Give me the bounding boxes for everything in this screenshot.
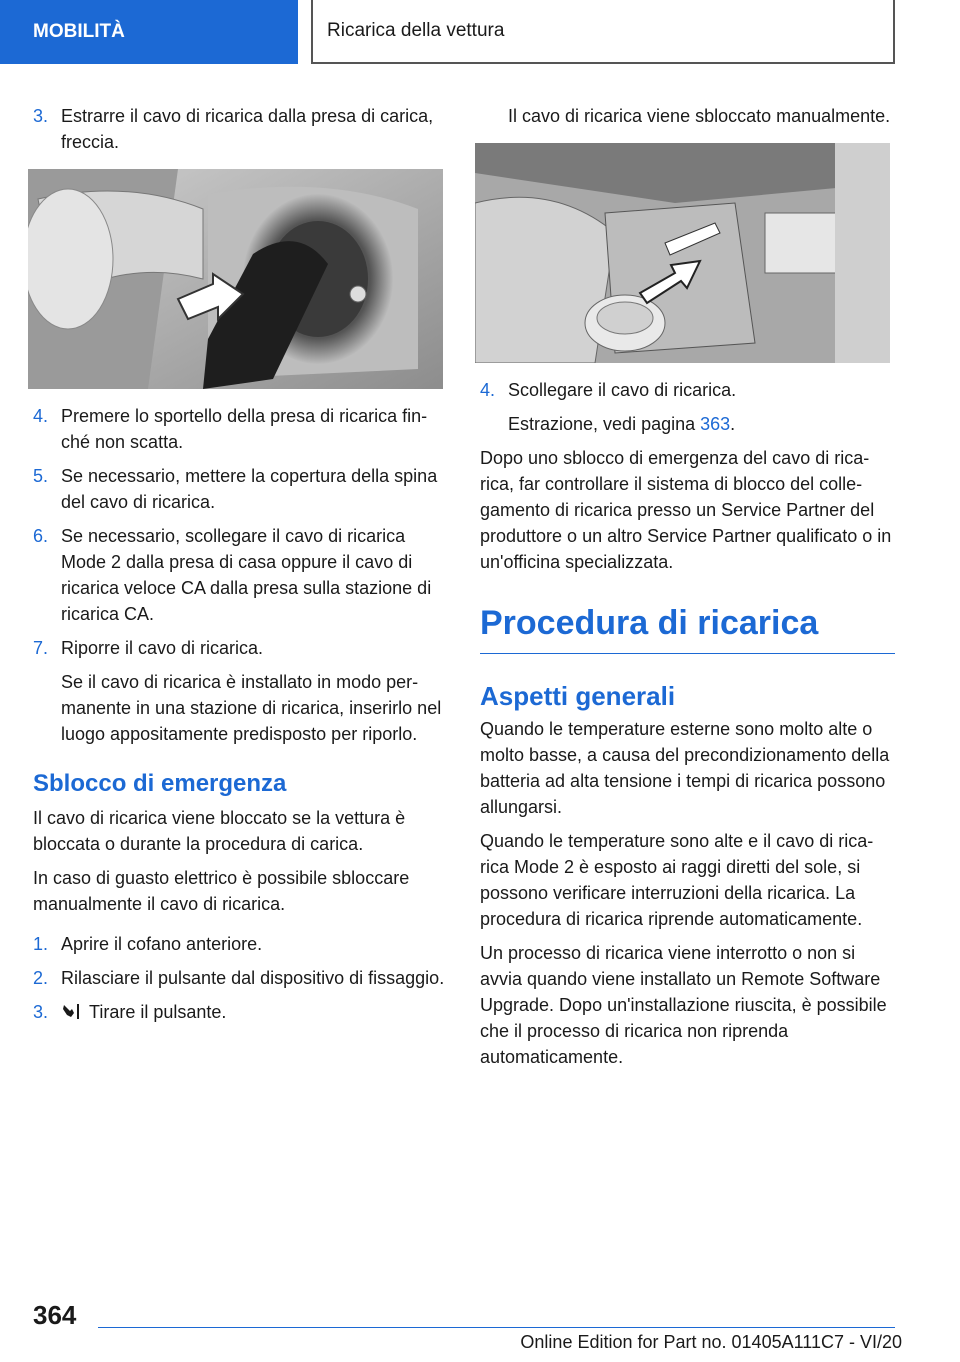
step-item xyxy=(480,377,895,403)
step-text: Rilasciare il pulsante dal dispositivo di fissaggio. xyxy=(61,968,445,988)
paragraph: Il cavo di ricarica viene bloccato se la vettura è bloccata o durante la procedura di carica. xyxy=(33,808,406,854)
section-label: MOBILITÀ xyxy=(33,21,125,42)
step-item xyxy=(33,999,445,1025)
step-text: Scollegare il cavo di ricarica. xyxy=(508,380,737,400)
subsection-heading: Aspetti generali xyxy=(480,681,676,711)
step-item xyxy=(33,931,445,957)
chapter-title: Ricarica della vettura xyxy=(327,20,505,41)
charging-port-photo xyxy=(28,169,443,389)
paragraph: In caso di guasto elettrico è possibile sbloccare manualmente il cavo di ricarica. xyxy=(33,868,410,914)
step-text: Riporre il cavo di ricarica. xyxy=(61,638,264,658)
step-item xyxy=(33,635,445,661)
step-item xyxy=(33,523,445,627)
step-text: Se necessario, mettere la copertura della spina del cavo di ricarica. xyxy=(61,466,438,512)
paragraph: Quando le temperature sono alte e il cavo di ricarica Mode 2 è esposto ai raggi diretti del sole, si possono verificare interruzioni della ricarica. La procedura di ricarica riprende automaticamente. xyxy=(480,831,874,929)
footer-divider xyxy=(98,1327,895,1328)
edition-note: Online Edition for Part no. 01405A111C7 - VI/20 xyxy=(520,1332,902,1352)
step-item xyxy=(33,965,445,991)
step-number: 3. xyxy=(33,1002,49,1022)
chapter-header xyxy=(311,0,895,64)
step-number: 6. xyxy=(33,526,49,546)
step-text: Premere lo sportello della presa di ricarica finché non scatta. xyxy=(61,406,428,452)
step-number: 2. xyxy=(33,968,49,988)
step-item xyxy=(33,103,445,155)
continued-text: Il cavo di ricarica viene sbloccato manualmente. xyxy=(508,106,891,126)
step-note: Se il cavo di ricarica è installato in modo permanente in una stazione di ricarica, inserirlo nel luogo appositamente predisposto per riporlo. xyxy=(61,672,442,744)
step-number: 3. xyxy=(33,106,49,126)
step-text: Aprire il cofano anteriore. xyxy=(61,934,263,954)
pull-hand-icon xyxy=(61,1001,83,1021)
page-link[interactable]: 363 xyxy=(700,414,731,434)
paragraph: Un processo di ricarica viene interrotto o non si avvia quando viene installato un Remote Software Upgrade. Dopo un'installazione riuscita, è possibile che il processo di ricarica non riprenda automaticamente. xyxy=(480,943,887,1067)
step-number: 1. xyxy=(33,934,49,954)
step-text: Estrarre il cavo di ricarica dalla presa di carica, freccia. xyxy=(61,106,434,152)
paragraph: Dopo uno sblocco di emergenza del cavo di ricarica, far controllare il sistema di blocco del collegamento di ricarica presso un Service Partner del produttore o un altro Service Partner qualificato o in un'officina specializzata. xyxy=(480,448,892,572)
step-item xyxy=(33,463,445,515)
step-number: 7. xyxy=(33,638,49,658)
section-heading: Sblocco di emergenza xyxy=(33,770,287,797)
step-item xyxy=(33,403,445,455)
section-tab[interactable] xyxy=(0,0,298,64)
step-text: Se necessario, scollegare il cavo di ricarica Mode 2 dalla presa di casa oppure il cavo di ricarica veloce CA dalla presa sulla stazione di ricarica CA. xyxy=(61,526,432,624)
note-text: Estrazione, vedi pagina xyxy=(508,414,701,434)
note-punct: . xyxy=(730,414,736,434)
step-number: 5. xyxy=(33,466,49,486)
step-note xyxy=(480,411,895,437)
chapter-heading: Procedura di ricarica xyxy=(480,603,895,654)
paragraph: Quando le temperature esterne sono molto alte o molto basse, a causa del precondizionamento della batteria ad alta tensione i tempi di ricarica possono allungarsi. xyxy=(480,719,890,817)
step-text: Tirare il pulsante. xyxy=(89,1002,227,1022)
page-number: 364 xyxy=(33,1300,77,1330)
step-number: 4. xyxy=(33,406,49,426)
left-column xyxy=(33,103,445,1033)
engine-bay-photo xyxy=(475,143,890,363)
right-column xyxy=(480,103,895,1078)
step-number: 4. xyxy=(480,380,496,400)
